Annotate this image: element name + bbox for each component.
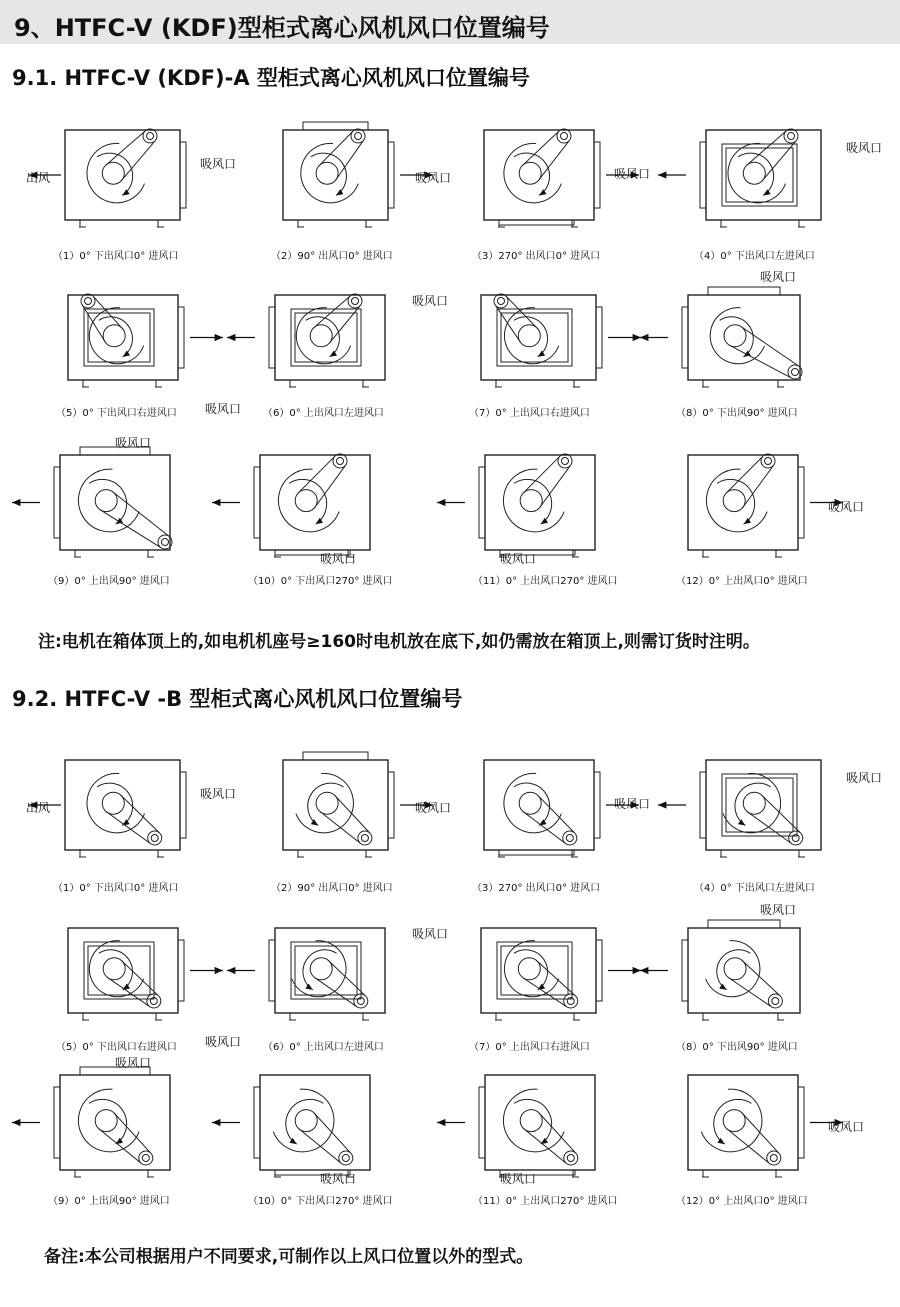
rotation-arrow — [286, 1099, 324, 1144]
mounting-foot — [289, 1013, 296, 1020]
drive-belt — [329, 306, 360, 344]
volute-scroll — [292, 941, 346, 997]
outlet-label: 出风 — [26, 801, 51, 815]
section1-diagram-9 — [12, 447, 172, 587]
fan-cabinet — [60, 1075, 170, 1170]
volute-scroll — [503, 1089, 564, 1152]
mounting-foot — [702, 1170, 709, 1177]
inlet-flange — [178, 940, 184, 1001]
inlet-label: 吸风口 — [614, 797, 651, 811]
motor-pulley-inner — [337, 458, 344, 465]
mounting-foot — [74, 1170, 81, 1177]
diagram-caption: （5）0° 下出风口右进风口 — [56, 1042, 177, 1053]
volute-scroll — [296, 308, 350, 364]
drive-belt — [313, 296, 350, 328]
motor-pulley-inner — [142, 1155, 149, 1162]
inlet-window — [291, 942, 361, 999]
motor-pulley-inner — [342, 1155, 349, 1162]
inlet-flange — [700, 772, 706, 838]
outlet-duct — [499, 220, 574, 225]
mounting-foot — [720, 850, 727, 857]
mounting-foot — [775, 1170, 782, 1177]
fan-cabinet — [688, 295, 800, 380]
inlet-flange — [54, 1087, 60, 1158]
section2-diagrams — [12, 752, 882, 1207]
fan-cabinet — [283, 760, 388, 850]
section2-diagram-11 — [437, 1075, 618, 1207]
diagram-caption: （7）0° 上出风口右进风口 — [469, 408, 590, 419]
fan-cabinet — [484, 130, 594, 220]
mounting-foot — [155, 1013, 162, 1020]
inlet-window — [497, 942, 572, 999]
diagram-caption: （2）90° 出风口0° 进风口 — [271, 251, 393, 262]
mounting-foot — [155, 380, 162, 387]
mounting-foot — [82, 1013, 89, 1020]
inlet-flange — [596, 307, 602, 368]
inlet-flange — [180, 142, 186, 208]
diagram-caption: （3）270° 出风口0° 进风口 — [472, 883, 601, 894]
fan-cabinet — [260, 455, 370, 550]
outlet-duct — [708, 920, 780, 928]
section1-diagram-2 — [271, 122, 433, 262]
inlet-label: 吸风口 — [828, 500, 865, 514]
rotation-arrow — [717, 950, 751, 990]
mounting-foot — [777, 380, 784, 387]
drive-belt — [524, 1129, 566, 1163]
mounting-foot — [79, 850, 86, 857]
diagram-caption: （7）0° 上出风口右进风口 — [469, 1042, 590, 1053]
section1-diagram-11 — [437, 454, 618, 587]
diagram-caption: （4）0° 下出风口左进风口 — [694, 883, 815, 894]
inlet-label: 吸风口 — [500, 1172, 537, 1186]
diagram-caption: （8）0° 下出风90° 进风口 — [676, 408, 798, 419]
diagram-caption: （1）0° 下出风口0° 进风口 — [53, 251, 179, 262]
inlet-label: 吸风口 — [115, 1056, 152, 1070]
inlet-flange — [180, 772, 186, 838]
mounting-foot — [79, 220, 86, 227]
fan-cabinet — [283, 130, 388, 220]
section1-diagram-12 — [676, 454, 843, 587]
mounting-foot — [495, 380, 502, 387]
mounting-foot — [702, 380, 709, 387]
inlet-flange — [594, 142, 600, 208]
volute-scroll — [504, 941, 558, 997]
motor-pulley-inner — [765, 458, 772, 465]
motor-pulley-inner — [770, 1155, 777, 1162]
rotation-arrow — [303, 950, 337, 990]
rotation-arrow — [714, 1099, 752, 1144]
inlet-label: 吸风口 — [846, 141, 883, 155]
mounting-foot — [495, 1013, 502, 1020]
section2-diagram-5 — [56, 928, 223, 1053]
diagram-caption: （10）0° 下出风口270° 进风口 — [248, 1196, 393, 1207]
mounting-foot — [82, 380, 89, 387]
inlet-label: 吸风口 — [415, 801, 452, 815]
drive-belt — [729, 345, 791, 378]
diagram-caption: （5）0° 下出风口右进风口 — [56, 408, 177, 419]
inlet-flange — [388, 772, 394, 838]
diagram-caption: （6）0° 上出风口左进风口 — [263, 1042, 384, 1053]
volute-scroll — [89, 941, 143, 997]
fan-cabinet — [688, 928, 800, 1013]
inlet-flange — [388, 142, 394, 208]
outlet-duct — [303, 752, 368, 760]
inlet-window-inner — [726, 778, 793, 832]
mounting-foot — [147, 1170, 154, 1177]
page-title: 9、HTFC-V (KDF)型柜式离心风机风口位置编号 — [14, 14, 550, 42]
mounting-foot — [362, 1013, 369, 1020]
diagram-caption: （3）270° 出风口0° 进风口 — [472, 251, 601, 262]
drive-belt — [114, 1113, 151, 1153]
motor-pulley-inner — [788, 133, 795, 140]
mounting-foot — [777, 1013, 784, 1020]
volute-scroll — [710, 308, 764, 364]
section2-diagram-1 — [29, 760, 186, 894]
section1-diagram-7 — [469, 294, 641, 419]
section2-diagram-8 — [640, 920, 800, 1053]
motor-pulley-inner — [498, 298, 505, 305]
mounting-foot — [157, 850, 164, 857]
inlet-flange — [798, 1087, 804, 1158]
inlet-flange — [479, 1087, 485, 1158]
inlet-label: 吸风口 — [205, 1035, 242, 1049]
fan-cabinet — [60, 455, 170, 550]
inlet-flange — [596, 940, 602, 1001]
volute-scroll — [728, 143, 785, 202]
inlet-window — [84, 309, 154, 366]
volute-scroll — [706, 469, 767, 532]
fan-cabinet — [485, 1075, 595, 1170]
outlet-duct — [499, 850, 574, 855]
rotation-arrow — [99, 317, 133, 357]
volute-scroll — [706, 941, 760, 997]
drive-belt — [741, 326, 799, 366]
outlet-label: 出风 — [26, 171, 51, 185]
inlet-label: 吸风口 — [415, 171, 452, 185]
drive-belt — [100, 510, 161, 548]
diagram-caption: （4）0° 下出风口左进风口 — [694, 251, 815, 262]
volute-scroll — [723, 773, 780, 832]
diagram-caption: （1）0° 下出风口0° 进风口 — [53, 883, 179, 894]
mounting-foot — [74, 550, 81, 557]
diagram-caption: （9）0° 上出风90° 进风口 — [48, 576, 170, 587]
rotation-arrow — [514, 950, 548, 990]
motor-pulley-inner — [561, 133, 568, 140]
rotation-arrow — [514, 317, 548, 357]
drive-belt — [539, 1113, 576, 1153]
volute-scroll — [78, 469, 139, 532]
section2-note: 备注:本公司根据用户不同要求,可制作以上风口位置以外的型式。 — [44, 1247, 534, 1267]
inlet-window-inner — [295, 946, 357, 995]
inlet-label: 吸风口 — [500, 552, 537, 566]
rotation-arrow — [717, 479, 755, 524]
inlet-flange — [682, 940, 688, 1001]
drive-belt — [99, 1129, 141, 1163]
mounting-foot — [365, 220, 372, 227]
volute-scroll — [504, 308, 558, 364]
motor-pulley-inner — [85, 298, 92, 305]
fan-cabinet — [260, 1075, 370, 1170]
volute-scroll — [296, 773, 353, 832]
rotation-arrow — [514, 479, 552, 524]
rotation-arrow — [99, 950, 133, 990]
mounting-foot — [573, 380, 580, 387]
motor-pulley-inner — [355, 133, 362, 140]
volute-scroll — [503, 469, 564, 532]
inlet-label: 吸风口 — [846, 771, 883, 785]
fan-cabinet — [65, 130, 180, 220]
section2-diagram-7 — [469, 928, 641, 1053]
inlet-flange — [254, 467, 260, 538]
section2-diagram-12 — [676, 1075, 843, 1207]
motor-pulley-inner — [361, 835, 368, 842]
section2-diagram-6 — [227, 928, 385, 1053]
mounting-foot — [362, 380, 369, 387]
diagram-caption: （8）0° 下出风90° 进风口 — [676, 1042, 798, 1053]
mounting-foot — [798, 220, 805, 227]
diagram-caption: （12）0° 上出风口0° 进风口 — [676, 1196, 808, 1207]
inlet-window — [497, 309, 572, 366]
inlet-flange — [594, 772, 600, 838]
drive-belt — [496, 305, 521, 342]
inlet-flange — [269, 940, 275, 1001]
section1-diagram-5 — [56, 294, 223, 419]
motor-pulley-inner — [352, 298, 359, 305]
section1-diagram-1 — [29, 129, 186, 262]
motor-pulley-inner — [567, 1155, 574, 1162]
inlet-flange — [682, 307, 688, 368]
inlet-label: 吸风口 — [614, 167, 651, 181]
inlet-flange — [479, 467, 485, 538]
fan-cabinet — [485, 455, 595, 550]
motor-pulley-inner — [151, 835, 158, 842]
drive-belt — [747, 812, 791, 844]
section1-diagram-4 — [658, 129, 821, 262]
mounting-foot — [573, 1013, 580, 1020]
fan-cabinet — [688, 1075, 798, 1170]
outlet-duct — [708, 287, 780, 295]
inlet-label: 吸风口 — [200, 787, 237, 801]
rotation-arrow — [89, 479, 127, 524]
motor-pulley-inner — [562, 458, 569, 465]
diagram-caption: （11）0° 上出风口270° 进风口 — [473, 1196, 618, 1207]
rotation-arrow — [514, 1099, 552, 1144]
volute-scroll — [87, 773, 144, 832]
drive-belt — [727, 1129, 769, 1163]
section1-diagram-10 — [212, 454, 393, 587]
inlet-label: 吸风口 — [412, 294, 449, 308]
rotation-arrow — [89, 1099, 127, 1144]
inlet-flange — [700, 142, 706, 208]
inlet-label: 吸风口 — [205, 402, 242, 416]
mounting-foot — [289, 380, 296, 387]
inlet-label: 吸风口 — [320, 1172, 357, 1186]
inlet-label: 吸风口 — [320, 552, 357, 566]
inlet-flange — [178, 307, 184, 368]
motor-pulley-inner — [147, 133, 154, 140]
diagram-caption: （10）0° 下出风口270° 进风口 — [248, 576, 393, 587]
volute-scroll — [273, 1089, 334, 1152]
section1-diagram-3 — [472, 129, 639, 262]
fan-cabinet — [481, 928, 596, 1013]
motor-pulley-inner — [772, 998, 779, 1005]
section1-note: 注:电机在箱体顶上的,如电机机座号≥160时电机放在底下,如仍需放在箱顶上,则需订货时注明。 — [38, 632, 760, 652]
inlet-label: 吸风口 — [115, 436, 152, 450]
drive-belt — [82, 305, 105, 342]
fan-cabinet — [688, 455, 798, 550]
inlet-window-inner — [501, 946, 568, 995]
inlet-flange — [798, 467, 804, 538]
mounting-foot — [157, 220, 164, 227]
mounting-foot — [702, 1013, 709, 1020]
section2-diagram-9 — [12, 1067, 170, 1207]
motor-pulley-inner — [792, 369, 799, 376]
inlet-window-inner — [501, 313, 568, 362]
inlet-flange — [54, 467, 60, 538]
volute-scroll — [78, 1089, 139, 1152]
section2-diagram-10 — [212, 1075, 393, 1207]
volute-scroll — [701, 1089, 762, 1152]
mounting-foot — [775, 550, 782, 557]
section1-diagram-6 — [227, 294, 385, 419]
mounting-foot — [720, 220, 727, 227]
mounting-foot — [798, 850, 805, 857]
fan-cabinet — [484, 760, 594, 850]
section2-diagram-4 — [658, 760, 821, 894]
mounting-foot — [365, 850, 372, 857]
mounting-foot — [297, 850, 304, 857]
inlet-flange — [269, 307, 275, 368]
drive-belt — [120, 795, 159, 833]
diagram-caption: （2）90° 出风口0° 进风口 — [271, 883, 393, 894]
mounting-foot — [297, 220, 304, 227]
drive-belt — [299, 1129, 341, 1163]
volute-scroll — [87, 143, 144, 202]
mounting-foot — [702, 550, 709, 557]
section2-diagram-2 — [271, 752, 433, 894]
section2-diagram-3 — [472, 760, 639, 894]
inlet-label: 吸风口 — [412, 927, 449, 941]
diagram-caption: （6）0° 上出风口左进风口 — [263, 408, 384, 419]
mounting-foot — [147, 550, 154, 557]
section2-title: 9.2. HTFC-V -B 型柜式离心风机风口位置编号 — [12, 687, 463, 711]
inlet-label: 吸风口 — [760, 903, 797, 917]
rotation-arrow — [720, 317, 754, 357]
rotation-arrow — [289, 479, 327, 524]
section1-diagrams — [12, 122, 882, 587]
diagram-caption: （11）0° 上出风口270° 进风口 — [473, 576, 618, 587]
inlet-window — [84, 942, 154, 999]
motor-pulley-inner — [162, 539, 169, 546]
volute-scroll — [278, 469, 339, 532]
fan-cabinet — [65, 760, 180, 850]
inlet-label: 吸风口 — [760, 270, 797, 284]
diagram-caption: （12）0° 上出风口0° 进风口 — [676, 576, 808, 587]
motor-pulley-inner — [566, 835, 573, 842]
section1-diagram-8 — [640, 287, 802, 419]
inlet-label: 吸风口 — [828, 1120, 865, 1134]
diagram-caption: （9）0° 上出风90° 进风口 — [48, 1196, 170, 1207]
inlet-label: 吸风口 — [200, 157, 237, 171]
volute-scroll — [504, 773, 561, 832]
volute-scroll — [89, 308, 143, 364]
section1-title: 9.1. HTFC-V (KDF)-A 型柜式离心风机风口位置编号 — [12, 66, 530, 90]
inlet-flange — [254, 1087, 260, 1158]
drive-belt — [319, 132, 353, 167]
volute-scroll — [504, 143, 561, 202]
volute-scroll — [301, 143, 358, 202]
